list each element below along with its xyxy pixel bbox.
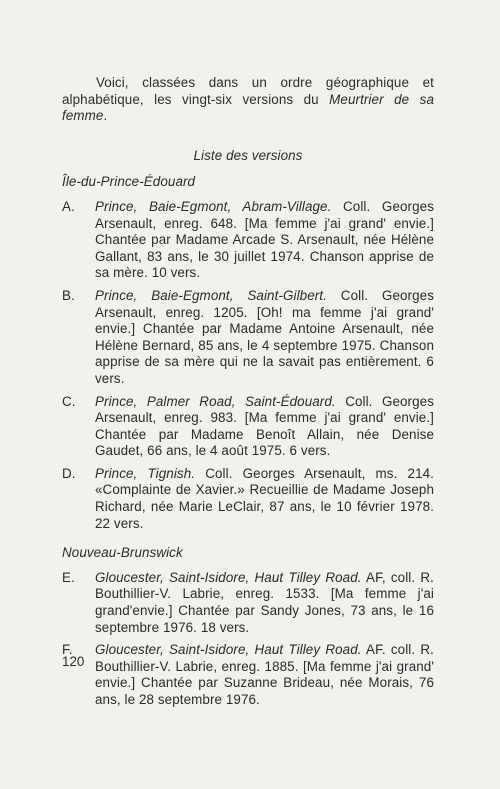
entry-description: Coll. Georges Arsenault, enreg. 983. [Ma femme j'ai grand' envie.] Chantée par Madame Benoît Allain, née Denise Gaudet, 66 ans, le 4 août 1975. 6 vers. <box>95 393 434 459</box>
entry-body <box>95 466 434 532</box>
entry-description: AF. coll. R. Bouthillier-V. Labrie, enreg. 1885. [Ma femme j'ai grand' envie.] Chantée par Suzanne Brideau, née Morais, 76 ans, le 28 septembre 1976. <box>95 642 434 707</box>
entry-body <box>95 394 434 460</box>
entry-body <box>95 199 434 282</box>
section-heading: Liste des versions <box>193 147 303 163</box>
region-title-nb: Nouveau-Brunswick <box>62 545 183 561</box>
version-entry-d <box>62 466 434 532</box>
version-entry-c <box>62 394 434 460</box>
entry-place: Prince, Baie-Egmont, Abram-Village. <box>95 198 332 214</box>
page-number: 120 <box>62 654 85 669</box>
entry-place: Gloucester, Saint-Isidore, Haut Tilley Road. <box>95 642 362 658</box>
entry-body <box>95 642 434 708</box>
entry-letter: E. <box>62 569 75 585</box>
region-title-pei: Île-du-Prince-Édouard <box>62 174 196 190</box>
entry-description: AF, coll. R. Bouthillier-V. Labrie, enreg. 1533. [Ma femme j'ai grand'envie.] Chantée par Sandy Jones, 73 ans, le 16 septembre 1976. 18 vers. <box>95 569 434 635</box>
version-entry-a <box>62 199 434 282</box>
entry-body <box>95 288 434 388</box>
version-entry-b <box>62 288 434 388</box>
intro-song-title: Meurtrier de sa femme <box>62 91 434 124</box>
entry-letter: B. <box>62 287 75 303</box>
entry-place: Prince, Palmer Road, Saint-Édouard. <box>95 393 336 409</box>
entry-letter: C. <box>62 393 76 409</box>
entry-place: Prince, Tignish. <box>95 465 196 481</box>
entry-description: Coll. Georges Arsenault, enreg. 648. [Ma femme j'ai grand' envie.] Chantée par Madame Arcade S. Arsenault, née Hélène Gallant, 83 ans, le 30 juillet 1974. Chanson apprise de sa mère. 10 vers. <box>95 198 434 281</box>
entry-description: Coll. Georges Arsenault, enreg. 1205. [Oh! ma femme j'ai grand' envie.] Chantée par Madame Antoine Arsenault, née Hélène Bernard, 85 ans, le 4 septembre 1975. Chanson apprise de sa mère qui ne la savait pas entièrement. 6 vers. <box>95 287 434 386</box>
entry-body <box>95 570 434 636</box>
entry-place: Prince, Baie-Egmont, Saint-Gilbert. <box>95 287 327 303</box>
page-text <box>62 75 434 715</box>
intro-text-before: Voici, classées dans un ordre géographique et alphabétique, les vingt-six versions du <box>62 75 434 107</box>
intro-text-after: . <box>103 108 108 124</box>
version-entry-f <box>62 642 434 708</box>
entry-place: Gloucester, Saint-Isidore, Haut Tilley Road. <box>95 569 362 585</box>
version-entry-e <box>62 570 434 636</box>
entry-letter: F. <box>62 642 73 658</box>
entry-letter: A. <box>62 198 75 214</box>
intro-paragraph <box>62 75 434 125</box>
entry-description: Coll. Georges Arsenault, ms. 214. «Complainte de Xavier.» Recueillie de Madame Joseph Richard, née Marie LeClair, 87 ans, le 10 février 1978. 22 vers. <box>95 465 435 531</box>
entry-letter: D. <box>62 465 76 481</box>
